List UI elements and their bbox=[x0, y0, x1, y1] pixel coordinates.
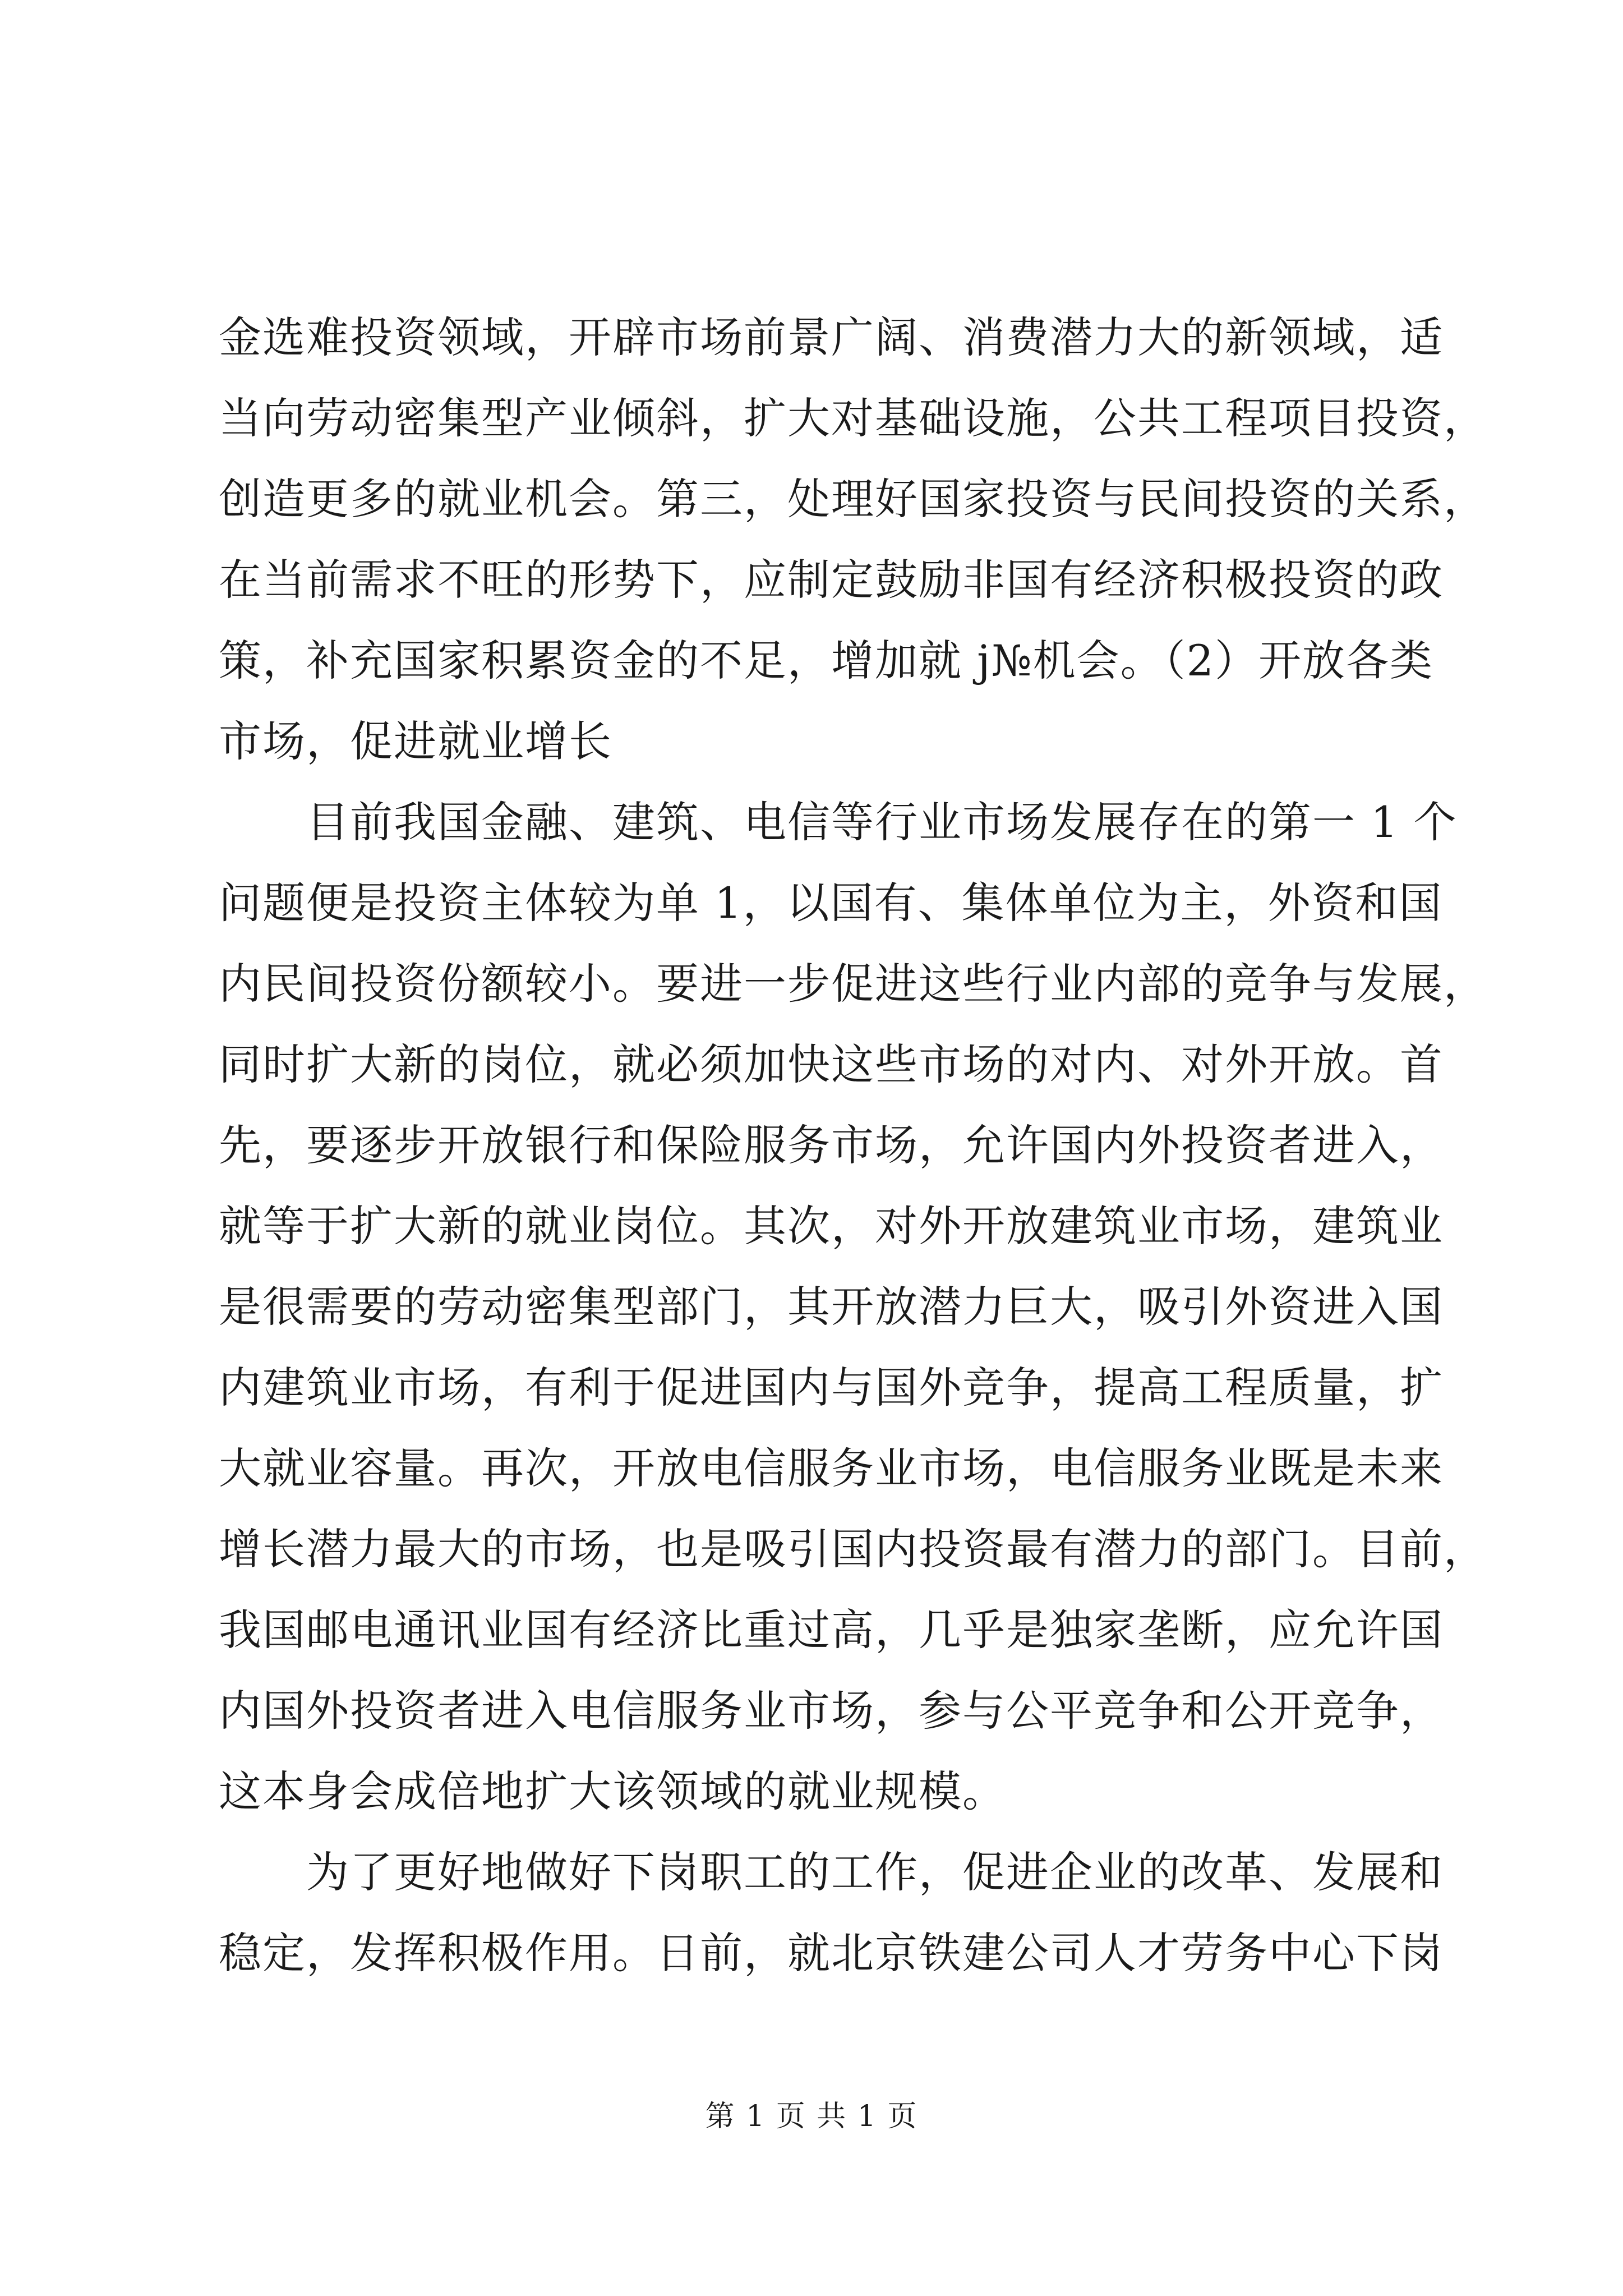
text-line: 在当前需求不旺的形势下，应制定鼓励非国有经济积极投资的政 bbox=[219, 555, 1444, 605]
text-line: 市场，促进就业增长 bbox=[219, 716, 612, 766]
text-line: 内民间投资份额较小。要进一步促进这些行业内部的竞争与发展， bbox=[219, 959, 1487, 1009]
paragraph-2 bbox=[219, 782, 1487, 1832]
text-line: 先，要逐步开放银行和保险服务市场，允许国内外投资者进入， bbox=[219, 1120, 1444, 1170]
text-line: 创造更多的就业机会。第三，处理好国家投资与民间投资的关系， bbox=[219, 474, 1487, 524]
text-line: 我国邮电通讯业国有经济比重过高，几乎是独家垄断，应允许国 bbox=[219, 1605, 1444, 1655]
text-line: 是很需要的劳动密集型部门，其开放潜力巨大，吸引外资进入国 bbox=[219, 1282, 1444, 1332]
text-line: 增长潜力最大的市场，也是吸引国内投资最有潜力的部门。目前， bbox=[219, 1524, 1487, 1574]
text-line: 内国外投资者进入电信服务业市场，参与公平竞争和公开竞争， bbox=[219, 1686, 1444, 1736]
text-line: 金选难投资领域，开辟市场前景广阔、消费潜力大的新领域，适 bbox=[219, 312, 1444, 362]
text-line: 为了更好地做好下岗职工的工作，促进企业的改革、发展和 bbox=[306, 1847, 1444, 1897]
text-line: 稳定，发挥积极作用。日前，就北京铁建公司人才劳务中心下岗 bbox=[219, 1928, 1444, 1978]
paragraph-1 bbox=[219, 297, 1487, 782]
paragraph-3 bbox=[219, 1832, 1444, 1994]
text-line: 当向劳动密集型产业倾斜，扩大对基础设施，公共工程项目投资， bbox=[219, 393, 1487, 443]
text-line: 目前我国金融、建筑、电信等行业市场发展存在的第一 1 个 bbox=[306, 797, 1458, 847]
page-number-footer: 第 1 页 共 1 页 bbox=[705, 2100, 918, 2133]
text-line: 大就业容量。再次，开放电信服务业市场，电信服务业既是未来 bbox=[219, 1443, 1444, 1493]
text-line: 问题便是投资主体较为单 1，以国有、集体单位为主，外资和国 bbox=[219, 878, 1443, 928]
text-line: 同时扩大新的岗位，就必须加快这些市场的对内、对外开放。首 bbox=[219, 1039, 1444, 1089]
document-body bbox=[219, 297, 1487, 1994]
text-line: 内建筑业市场，有利于促进国内与国外竞争，提高工程质量，扩 bbox=[219, 1363, 1444, 1412]
text-line: 策，补充国家积累资金的不足，增加就 j№机会。（2）开放各类 bbox=[219, 636, 1433, 685]
text-line: 这本身会成倍地扩大该领域的就业规模。 bbox=[219, 1766, 1006, 1816]
text-line: 就等于扩大新的就业岗位。其次，对外开放建筑业市场，建筑业 bbox=[219, 1201, 1444, 1251]
